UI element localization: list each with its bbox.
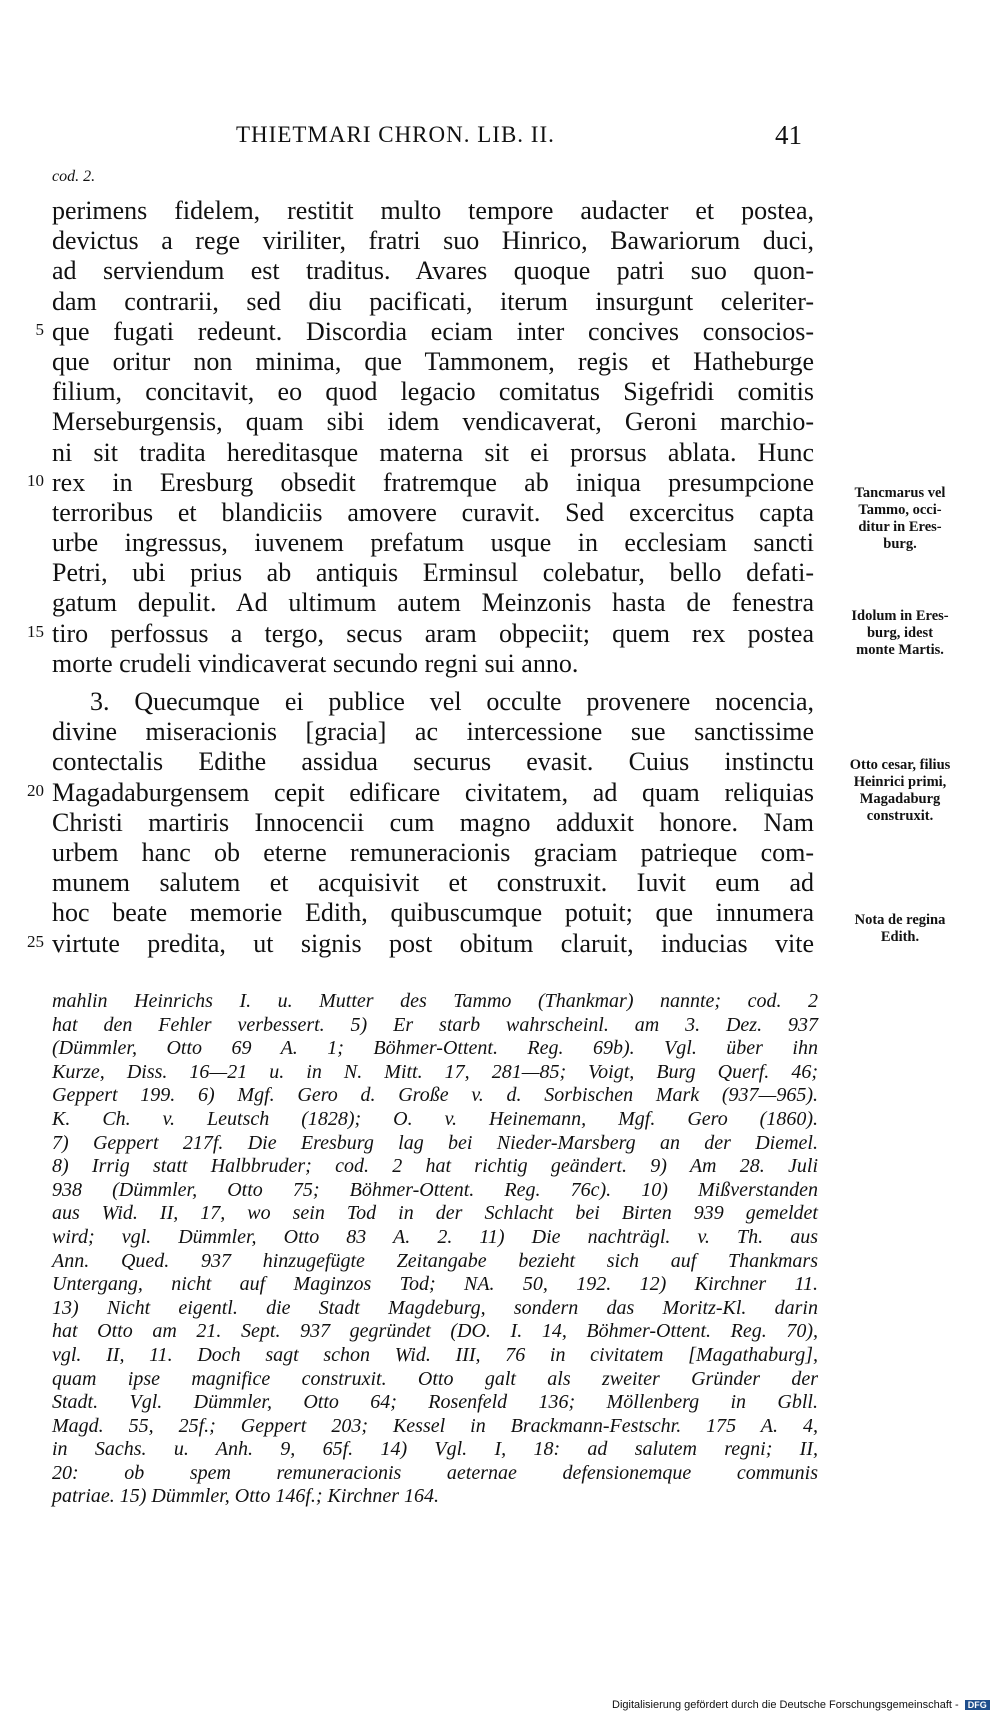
dfg-logo: DFG [965, 1700, 990, 1710]
line-number: 15 [27, 621, 44, 641]
line-text: gatum depulit. Ad ultimum autem Meinzonis hasta de fenestra [52, 588, 814, 618]
line-number: 25 [27, 931, 44, 951]
footnote-line: 8) Irrig statt Halbbruder; cod. 2 hat richtig geändert. 9) Am 28. Juli [52, 1155, 818, 1178]
text-line [0, 256, 1000, 286]
text-line [0, 838, 1000, 868]
footnote-line: Kurze, Diss. 16—21 u. in N. Mitt. 17, 281—85; Voigt, Burg Querf. 46; [52, 1060, 818, 1083]
line-text: morte crudeli vindicaverat secundo regni sui anno. [52, 648, 579, 678]
footnote-line: quam ipse magnifice construxit. Otto galt als zweiter Gründer der [52, 1367, 818, 1390]
footnote-line: Untergang, nicht auf Maginzos Tod; NA. 50, 192. 12) Kirchner 11. [52, 1273, 818, 1296]
line-text: tiro perfossus a tergo, secus aram obpeciit; quem rex postea [52, 618, 814, 648]
line-text: que oritur non minima, que Tammonem, regis et Hatheburge [52, 346, 814, 376]
line-text: 3. Quecumque ei publice vel occulte provenere nocencia, [90, 687, 814, 716]
footnote-line: Geppert 199. 6) Mgf. Gero d. Große v. d. Sorbischen Mark (937—965). [52, 1084, 818, 1107]
footnote-line: in Sachs. u. Anh. 9, 65f. 14) Vgl. I, 18: ad salutem regni; II, [52, 1438, 818, 1461]
text-line [0, 226, 1000, 256]
paragraph-gap [0, 679, 1000, 687]
margin-note-idolum: Idolum in Eres- burg, idest monte Martis. [851, 608, 949, 658]
footnote-line: 7) Geppert 217f. Die Eresburg lag bei Nieder-Marsberg an der Diemel. [52, 1131, 818, 1154]
cod-note: cod. 2. [52, 168, 96, 185]
footnote-line: wird; vgl. Dümmler, Otto 83 A. 2. 11) Die nachträgl. v. Th. aus [52, 1225, 818, 1248]
page-number: 41 [775, 120, 802, 150]
line-text: filium, concitavit, eo quod legacio comitatus Sigefridi comitis [52, 377, 814, 407]
line-text: terroribus et blandiciis amovere curavit. Sed excercitus capta [52, 497, 814, 527]
footnote-line: hat Otto am 21. Sept. 937 gegründet (DO. I. 14, Böhmer-Ottent. Reg. 70), [52, 1320, 818, 1343]
line-number: 5 [35, 319, 44, 339]
margin-note-edith: Nota de regina Edith. [854, 912, 946, 945]
line-text: urbem hanc ob eterne remuneracionis graciam patrieque com- [52, 837, 814, 867]
line-text: Merseburgensis, quam sibi idem vendicaverat, Geroni marchio- [52, 407, 814, 437]
text-line [0, 317, 1000, 347]
line-number: 20 [27, 780, 44, 800]
footer-text: Digitalisierung gefördert durch die Deutsche Forschungsgemeinschaft - [612, 1699, 959, 1711]
footnote-line: Ann. Qued. 937 hinzugefügte Zeitangabe bezieht sich auf Thankmars [52, 1249, 818, 1272]
line-text: dam contrarii, sed diu pacificati, iterum insurgunt celeriter- [52, 286, 814, 316]
line-text: que fugati redeunt. Discordia eciam inter concives consocios- [52, 316, 814, 346]
footnote-line: Stadt. Vgl. Dümmler, Otto 64; Rosenfeld 136; Möllenberg in Gbll. [52, 1391, 818, 1414]
margin-note-tancmarus: Tancmarus vel Tammo, occi- ditur in Eres- burg. [854, 485, 946, 552]
line-text: divine miseracionis [gracia] ac intercessione sue sanctissime [52, 717, 814, 747]
main-text [0, 196, 1000, 959]
text-line [0, 196, 1000, 226]
paragraph-1 [0, 196, 1000, 679]
footnote-line: hat den Fehler verbessert. 5) Er starb wahrscheinl. am 3. Dez. 937 [52, 1013, 818, 1036]
text-line [0, 687, 1000, 717]
line-number: 10 [27, 470, 44, 490]
line-text: rex in Eresburg obsedit fratremque ab iniqua presumpcione [52, 467, 814, 497]
line-text: contectalis Edithe assidua securus evasit. Cuius instinctu [52, 747, 814, 777]
text-line [0, 717, 1000, 747]
text-line [0, 347, 1000, 377]
text-line [0, 558, 1000, 588]
footnote-line: 938 (Dümmler, Otto 75; Böhmer-Ottent. Reg. 76c). 10) Mißverstanden [52, 1178, 818, 1201]
line-text: hoc beate memorie Edith, quibuscumque potuit; que innumera [52, 898, 814, 928]
text-line [0, 868, 1000, 898]
footnote-line: Magd. 55, 25f.; Geppert 203; Kessel in Brackmann-Festschr. 175 A. 4, [52, 1414, 818, 1437]
footnote-line: 20: ob spem remuneracionis aeternae defensionemque communis [52, 1461, 818, 1484]
footnotes [52, 990, 818, 1509]
page-header [0, 122, 1000, 162]
text-line [0, 407, 1000, 437]
margin-note-otto: Otto cesar, filius Heinrici primi, Magadaburg construxit. [849, 757, 951, 824]
footnote-line: aus Wid. II, 17, wo sein Tod in der Schlacht bei Birten 939 gemeldet [52, 1202, 818, 1225]
text-line [0, 377, 1000, 407]
text-line [0, 438, 1000, 468]
line-text: Magadaburgensem cepit edificare civitatem, ad quam reliquias [52, 777, 814, 807]
line-text: perimens fidelem, restitit multo tempore audacter et postea, [52, 196, 814, 225]
running-title: THIETMARI CHRON. LIB. II. [236, 122, 555, 147]
line-text: urbe ingressus, iuvenem prefatum usque in ecclesiam sancti [52, 528, 814, 558]
line-text: Petri, ubi prius ab antiquis Erminsul colebatur, bello defati- [52, 558, 814, 588]
line-text: devictus a rege viriliter, fratri suo Hinrico, Bawariorum duci, [52, 226, 814, 256]
line-text: munem salutem et acquisivit et construxit. Iuvit eum ad [52, 868, 814, 898]
line-text: ad serviendum est traditus. Avares quoque patri suo quon- [52, 256, 814, 286]
footnote-line: mahlin Heinrichs I. u. Mutter des Tammo (Thankmar) nannte; cod. 2 [52, 990, 818, 1012]
footnote-line: vgl. II, 11. Doch sagt schon Wid. III, 76 in civitatem [Magathaburg], [52, 1343, 818, 1366]
text-line [0, 287, 1000, 317]
footer-credit [612, 1699, 990, 1711]
footnote-line: 13) Nicht eigentl. die Stadt Magdeburg, sondern das Moritz-Kl. darin [52, 1296, 818, 1319]
footnote-line: patriae. 15) Dümmler, Otto 146f.; Kirchner 164. [52, 1485, 440, 1508]
line-text: Christi martiris Innocencii cum magno adduxit honore. Nam [52, 807, 814, 837]
footnote-line: (Dümmler, Otto 69 A. 1; Böhmer-Ottent. Reg. 69b). Vgl. über ihn [52, 1037, 818, 1060]
line-text: ni sit tradita hereditasque materna sit ei prorsus ablata. Hunc [52, 437, 814, 467]
line-text: virtute predita, ut signis post obitum claruit, inducias vite [52, 928, 814, 958]
footnote-line: K. Ch. v. Leutsch (1828); O. v. Heinemann, Mgf. Gero (1860). [52, 1107, 818, 1130]
